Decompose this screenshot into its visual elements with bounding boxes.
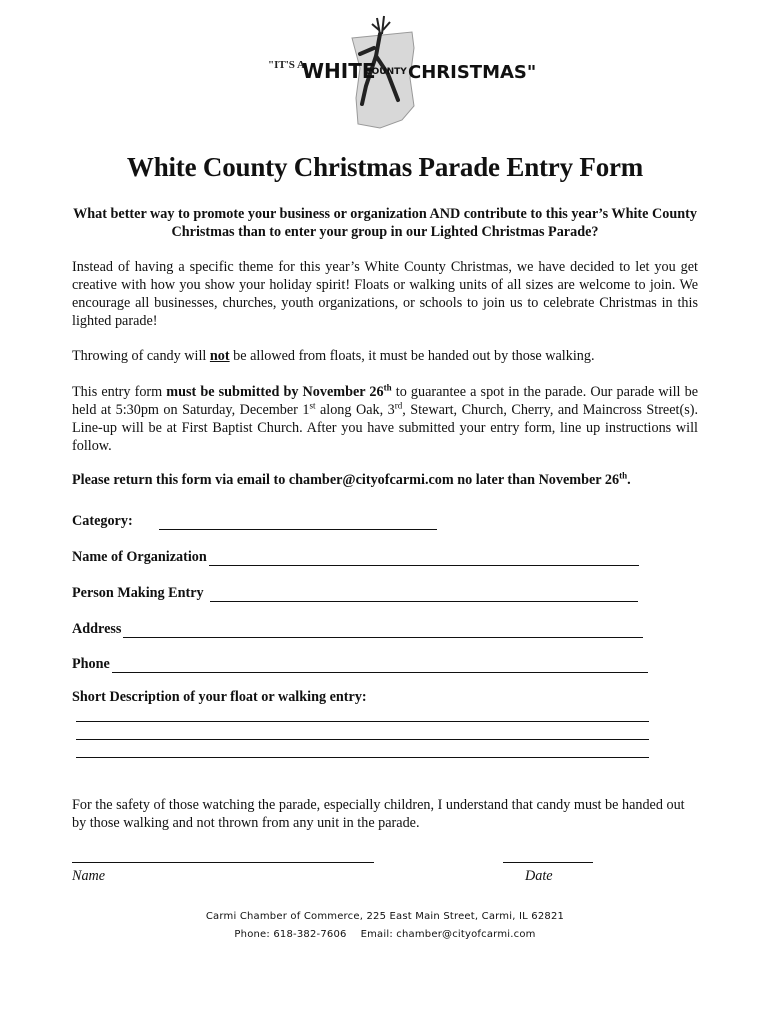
- description-line-3[interactable]: [76, 757, 649, 758]
- logo-its-a: "IT'S A: [268, 59, 305, 71]
- date-signature-line[interactable]: [503, 862, 593, 863]
- person-field: [72, 582, 638, 602]
- phone-field: [72, 653, 648, 673]
- white-county-christmas-logo: [262, 8, 537, 136]
- deadline-paragraph: [72, 383, 698, 455]
- address-label: Address: [72, 621, 122, 637]
- category-label: Category:: [72, 513, 133, 529]
- description-line-2[interactable]: [76, 739, 649, 740]
- description-line-1[interactable]: [76, 721, 649, 722]
- deadline-lead: This entry form: [72, 384, 167, 400]
- return-instructions: Please return this form via email to chamber@cityofcarmi.com no later than November 26th.: [72, 470, 631, 488]
- footer-phone: Phone: 618-382-7606: [234, 929, 347, 940]
- date-label: Date: [525, 868, 553, 884]
- candy-text-after: be allowed from floats, it must be handed out by those walking.: [229, 348, 595, 364]
- person-input-line[interactable]: [210, 587, 638, 602]
- page-title: White County Christmas Parade Entry Form: [126, 152, 644, 182]
- phone-label: Phone: [72, 656, 110, 672]
- logo-christmas: CHRISTMAS": [408, 62, 537, 83]
- deadline-mid: to guarantee a spot in the parade. Our parade will be held at 5:30pm on Saturday, December 1: [72, 384, 699, 418]
- organization-input-line[interactable]: [209, 551, 639, 566]
- subtitle: What better way to promote your business or organization AND contribute to this year’s White County Christmas than to enter your group in our Lighted Christmas Parade?: [73, 206, 697, 240]
- footer-email: Email: chamber@cityofcarmi.com: [360, 929, 536, 940]
- logo-county: COUNTY: [365, 67, 407, 77]
- footer-address: Carmi Chamber of Commerce, 225 East Main Street, Carmi, IL 62821: [205, 911, 565, 922]
- candy-text-before: Throwing of candy will: [72, 348, 210, 364]
- organization-label: Name of Organization: [72, 549, 207, 565]
- deadline-sup-rd: rd: [394, 400, 403, 411]
- deadline-sup-st: st: [309, 400, 316, 411]
- address-input-line[interactable]: [123, 623, 643, 638]
- name-label: Name: [72, 868, 106, 884]
- deadline-mid2: along Oak, 3: [315, 402, 395, 418]
- person-label: Person Making Entry: [72, 585, 204, 601]
- category-field: [72, 510, 437, 530]
- logo-graphic: [262, 8, 537, 136]
- address-field: [72, 618, 643, 638]
- deadline-bold: must be submitted by November 26th: [166, 382, 392, 400]
- category-input-line[interactable]: [159, 515, 437, 530]
- name-signature-line[interactable]: [72, 862, 374, 863]
- intro-paragraph: Instead of having a specific theme for this year’s White County Christmas, we have decided to let you get creative with how you show your holiday spirit! Floats or walking units of all sizes are welcome to join. We encourage all businesses, churches, youth organizations, or schools to join us to celebrate Christmas in this lighted parade!: [72, 259, 698, 329]
- candy-paragraph: [72, 347, 698, 365]
- short-description-label: Short Description of your float or walking entry:: [72, 689, 367, 705]
- footer-contact: [0, 929, 770, 940]
- candy-emphasis: not: [209, 348, 230, 364]
- safety-statement: For the safety of those watching the parade, especially children, I understand that candy must be handed out by those walking and not thrown from any unit in the parade.: [72, 797, 685, 831]
- logo-white: WHITE: [302, 59, 376, 83]
- deadline-tail: , Stewart, Church, Cherry, and Maincross Street(s). Line-up will be at First Baptist Church. After you have submitted your entry form, line up instructions will follow.: [72, 402, 698, 454]
- phone-input-line[interactable]: [112, 658, 648, 673]
- organization-field: [72, 546, 639, 566]
